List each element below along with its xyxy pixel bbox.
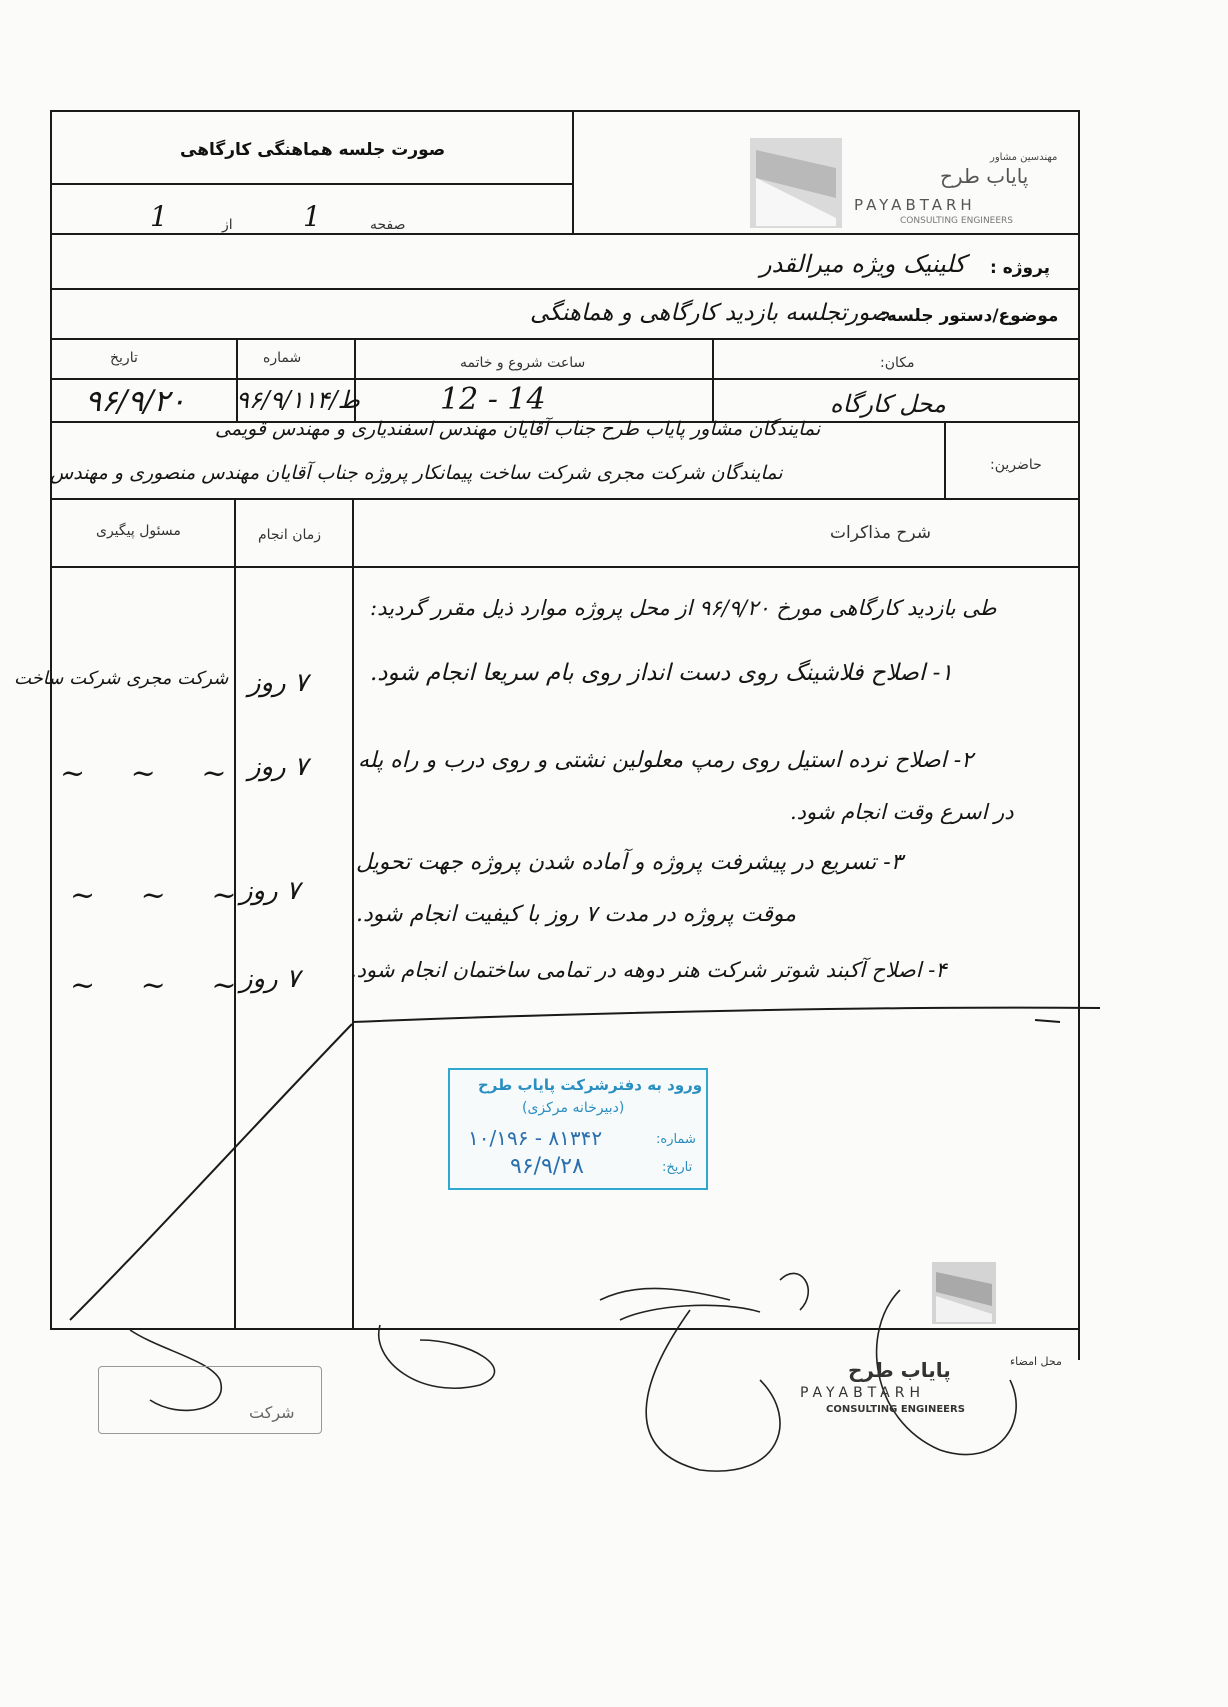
entry-stamp bbox=[448, 1068, 708, 1190]
company-stamp-text: شرکت bbox=[249, 1403, 295, 1422]
entry-stamp-number-value: ۱۰/۱۹۶ - ۸۱۳۴۲ bbox=[468, 1126, 603, 1150]
logo-fa-small: مهندسین مشاور bbox=[990, 152, 1058, 163]
entry-stamp-subtitle: (دبیرخانه مرکزی) bbox=[522, 1100, 625, 1116]
footer-stamp-fa: پایاب طرح bbox=[848, 1358, 951, 1382]
subject-label: موضوع/دستور جلسه: bbox=[880, 306, 1059, 326]
time-value: 12 - 14 bbox=[440, 382, 546, 417]
number-label: شماره bbox=[263, 350, 302, 366]
company-stamp-left bbox=[98, 1366, 322, 1434]
entry-stamp-title: ورود به دفترشرکت پایاب طرح bbox=[478, 1076, 703, 1094]
subject-value: صورتجلسه بازدید کارگاهی و هماهنگی bbox=[530, 300, 890, 326]
item-4-time: ۷ روز bbox=[240, 964, 300, 994]
attendees-label: حاضرین: bbox=[990, 457, 1042, 473]
sign-label: محل امضاء bbox=[1010, 1355, 1062, 1368]
col-resp-header: مسئول پیگیری bbox=[96, 523, 181, 539]
item-3-text-2: موقت پروژه در مدت ۷ روز با کیفیت انجام شود. bbox=[356, 902, 797, 927]
page-total: 1 bbox=[150, 200, 168, 233]
footer-logo-mark-icon bbox=[932, 1262, 996, 1324]
item-2-time: ۷ روز bbox=[248, 752, 308, 782]
item-2-text: ۲- اصلاح نرده استیل روی رمپ معلولین نشتی و روی درب و راه پله bbox=[358, 748, 974, 773]
entry-stamp-date-value: ۹۶/۹/۲۸ bbox=[510, 1154, 584, 1179]
item-2-text-2: در اسرع وقت انجام شود. bbox=[790, 800, 1014, 824]
date-label: تاریخ bbox=[110, 350, 138, 366]
project-value: کلینیک ویژه میرالقدر bbox=[760, 250, 966, 278]
page-of-label: از bbox=[222, 217, 233, 233]
time-label: ساعت شروع و خاتمه bbox=[460, 355, 586, 371]
logo-en-sub: CONSULTING ENGINEERS bbox=[900, 216, 1014, 226]
col-time-header: زمان انجام bbox=[258, 527, 322, 543]
project-label: پروژه : bbox=[990, 258, 1051, 278]
form-title: صورت جلسه هماهنگی کارگاهی bbox=[180, 140, 446, 160]
footer-stamp-en-1: PAYABTARH bbox=[800, 1385, 925, 1401]
place-label: مکان: bbox=[880, 355, 915, 371]
attendees-line-2: نمایندگان شرکت مجری شرکت ساخت پیمانکار پروژه جناب آقایان مهندس منصوری و مهندس bbox=[50, 462, 783, 484]
item-3-resp: ~ ~ ~ bbox=[70, 878, 255, 913]
item-2-resp: ~ ~ ~ bbox=[60, 756, 245, 791]
item-3-time: ۷ روز bbox=[240, 876, 300, 906]
item-4-text: ۴- اصلاح آکبند شوتر شرکت هنر دوهه در تمامی ساختمان انجام شود. bbox=[350, 958, 947, 982]
item-1-resp: شرکت مجری شرکت ساخت bbox=[14, 668, 229, 689]
number-value: ۹۶/۹/ط/۱۱۴ bbox=[236, 386, 360, 414]
item-1-time: ۷ روز bbox=[248, 668, 308, 698]
page-number: 1 bbox=[303, 200, 321, 233]
entry-stamp-date-label: تاریخ: bbox=[662, 1160, 693, 1175]
place-value: محل کارگاه bbox=[830, 390, 946, 418]
item-1-text: ۱- اصلاح فلاشینگ روی دست انداز روی بام سریعا انجام شود. bbox=[370, 660, 953, 686]
date-value: ۹۶/۹/۲۰ bbox=[85, 384, 186, 419]
entry-stamp-number-label: شماره: bbox=[656, 1132, 696, 1147]
page-label: صفحه bbox=[370, 217, 406, 233]
item-3-text: ۳- تسریع در پیشرفت پروژه و آماده شدن پروژه جهت تحویل bbox=[356, 850, 903, 875]
footer-stamp-en-2: CONSULTING ENGINEERS bbox=[826, 1404, 965, 1415]
attendees-line-1: نمایندگان مشاور پایاب طرح جناب آقایان مهندس اسفندیاری و مهندس قویمی bbox=[215, 418, 821, 440]
logo-en-name: PAYABTARH bbox=[854, 196, 976, 214]
discussion-intro: طی بازدید کارگاهی مورخ ۹۶/۹/۲۰ از محل پروژه موارد ذیل مقرر گردید: bbox=[370, 596, 997, 620]
col-desc-header: شرح مذاکرات bbox=[830, 523, 931, 543]
item-4-resp: ~ ~ ~ bbox=[70, 968, 255, 1003]
logo-fa-name: پایاب طرح bbox=[940, 164, 1029, 188]
